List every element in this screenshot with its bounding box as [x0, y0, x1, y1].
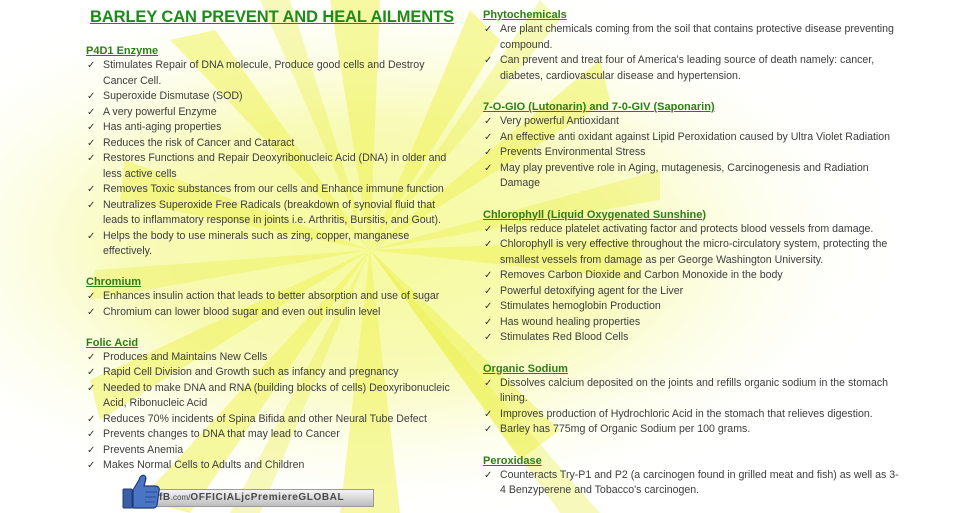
section-heading: P4D1 Enzyme [86, 45, 159, 57]
list-item [86, 381, 458, 412]
section-peroxidase [483, 454, 903, 499]
left-sections [86, 44, 458, 474]
list-item [86, 89, 458, 105]
benefit-list [483, 468, 903, 499]
list-item [86, 58, 458, 89]
list-item-text: Neutralizes Superoxide Free Radicals (breakdown of synovial fluid that leads to inflammatory response in joints i.e. Arthritis, Bursitis, and Gout). [103, 198, 441, 226]
list-item-text: Reduces 70% incidents of Spina Bifida and other Neural Tube Defect [103, 412, 427, 425]
section-chromium [86, 275, 458, 320]
section-heading: Chromium [86, 276, 141, 288]
list-item [86, 136, 458, 152]
list-item-text: Has anti-aging properties [103, 121, 222, 133]
check-icon: ✓ [87, 382, 96, 394]
check-icon: ✓ [484, 131, 493, 143]
check-icon: ✓ [484, 24, 493, 35]
list-item-text: Needed to make DNA and RNA (building blocks of cells) Deoxyribonucleic Acid, Ribonucleic Acid [103, 381, 450, 409]
list-item [483, 161, 903, 192]
check-icon: ✓ [484, 239, 493, 250]
list-item-text: An effective anti oxidant against Lipid Peroxidation caused by Ultra Violet Radiation [500, 130, 891, 143]
right-column [483, 8, 903, 499]
check-icon: ✓ [484, 332, 493, 343]
list-item-text: Powerful detoxifying agent for the Liver [500, 284, 684, 297]
section-heading: Folic Acid [86, 336, 139, 349]
list-item [86, 427, 458, 443]
list-item [483, 268, 903, 284]
benefit-list [483, 222, 903, 346]
section-spacer [483, 346, 903, 362]
list-item-text: Prevents Environmental Stress [500, 146, 646, 158]
section-spacer [483, 84, 903, 100]
list-item [86, 105, 458, 121]
list-item [483, 315, 903, 331]
check-icon: ✓ [484, 424, 493, 435]
check-icon: ✓ [87, 230, 96, 242]
list-item [483, 222, 903, 238]
check-icon: ✓ [87, 351, 96, 363]
list-item [483, 407, 903, 423]
check-icon: ✓ [484, 377, 493, 389]
check-icon: ✓ [484, 316, 493, 328]
section-heading: Chlorophyll (Liquid Oxygenated Sunshine) [483, 208, 707, 221]
section-p4d1-enzyme [86, 44, 458, 260]
check-icon: ✓ [484, 301, 493, 312]
check-icon: ✓ [87, 122, 96, 133]
check-icon: ✓ [87, 137, 96, 149]
list-item [86, 412, 458, 428]
section-spacer [86, 320, 458, 336]
check-icon: ✓ [87, 413, 96, 425]
list-item [86, 305, 458, 321]
section-spacer [483, 438, 903, 454]
check-icon: ✓ [87, 429, 96, 440]
section-folic-acid [86, 336, 458, 474]
check-icon: ✓ [87, 106, 96, 118]
list-item [483, 130, 903, 146]
list-item-text: Stimulates Red Blood Cells [500, 331, 629, 343]
list-item-text: Very powerful Antioxidant [500, 115, 619, 127]
list-item-text: Counteracts Try-P1 and P2 (a carcinogen found in grilled meat and fish) as well as 3-4 Benzyperene and Tobacco's carcinogen. [500, 468, 899, 496]
check-icon: ✓ [484, 270, 493, 281]
list-item-text: Rapid Cell Division and Growth such as infancy and pregnancy [103, 366, 399, 378]
check-icon: ✓ [87, 460, 96, 471]
check-icon: ✓ [87, 184, 96, 195]
list-item-text: Stimulates Repair of DNA molecule, Produce good cells and Destroy Cancer Cell. [103, 59, 425, 87]
check-icon: ✓ [87, 367, 96, 378]
benefit-list [86, 350, 458, 474]
check-icon: ✓ [484, 162, 493, 174]
check-icon: ✓ [87, 306, 96, 318]
list-item [483, 330, 903, 346]
list-item [483, 299, 903, 315]
check-icon: ✓ [484, 147, 493, 158]
list-item [86, 120, 458, 136]
list-item-text: Restores Functions and Repair Deoxyribonucleic Acid (DNA) in older and less active cells [103, 152, 447, 180]
list-item [86, 365, 458, 381]
benefit-list [483, 376, 903, 438]
check-icon: ✓ [87, 60, 96, 71]
thumbs-up-icon[interactable] [121, 472, 163, 510]
list-item [86, 229, 458, 260]
list-item-text: Stimulates hemoglobin Production [500, 300, 661, 312]
section-phytochemicals [483, 8, 903, 84]
list-item [86, 182, 458, 198]
check-icon: ✓ [87, 291, 96, 302]
list-item-text: May play preventive role in Aging, mutagenesis, Carcinogenesis and Radiation Damage [500, 161, 869, 189]
list-item [483, 284, 903, 300]
section-spacer [483, 192, 903, 208]
benefit-list [86, 289, 458, 320]
left-column [86, 8, 458, 474]
section-heading: Phytochemicals [483, 9, 567, 21]
list-item-text: A very powerful Enzyme [103, 105, 217, 118]
check-icon: ✓ [484, 469, 493, 481]
check-icon: ✓ [484, 285, 493, 297]
list-item-text: Improves production of Hydrochloric Acid in the stomach that relieves digestion. [500, 407, 873, 420]
list-item-text: Can prevent and treat four of America's leading source of death namely: cancer, diabetes, cardiovascular disease and hypertension. [500, 54, 875, 82]
list-item-text: Reduces the risk of Cancer and Cataract [103, 136, 295, 149]
list-item-text: Enhances insulin action that leads to better absorption and use of sugar [103, 290, 440, 302]
list-item-text: Dissolves calcium deposited on the joints and refills organic sodium in the stomach lining. [500, 376, 889, 404]
list-item [483, 422, 903, 438]
page-title: BARLEY CAN PREVENT AND HEAL AILMENTS [90, 8, 455, 26]
list-item-text: Produces and Maintains New Cells [103, 350, 268, 363]
list-item-text: Helps reduce platelet activating factor and protects blood vessels from damage. [500, 222, 874, 235]
list-item-text: Chromium can lower blood sugar and even out insulin level [103, 305, 381, 318]
list-item [483, 53, 903, 84]
list-item-text: Makes Normal Cells to Adults and Children [103, 459, 305, 471]
benefit-list [483, 22, 903, 84]
check-icon: ✓ [484, 223, 493, 235]
fb-domain: .com/ [170, 493, 191, 502]
list-item [86, 350, 458, 366]
check-icon: ✓ [484, 55, 493, 66]
list-item-text: Helps the body to use minerals such as zing, copper, manganese effectively. [103, 229, 410, 257]
section-heading: Peroxidase [483, 454, 542, 467]
list-item-text: Prevents Anemia [103, 443, 184, 456]
benefit-list [86, 58, 458, 260]
section-7-o-gio-lutonarin-and-7-0-giv-saponarin [483, 100, 903, 192]
benefit-list [483, 114, 903, 192]
list-item-text: Barley has 775mg of Organic Sodium per 100 grams. [500, 423, 751, 435]
list-item-text: Superoxide Dismutase (SOD) [103, 90, 243, 102]
section-chlorophyll-liquid-oxygenated-sunshine [483, 208, 903, 346]
right-sections [483, 8, 903, 499]
check-icon: ✓ [87, 444, 96, 456]
list-item-text: Prevents changes to DNA that may lead to Cancer [103, 428, 340, 440]
list-item [86, 289, 458, 305]
check-icon: ✓ [87, 153, 96, 164]
check-icon: ✓ [87, 199, 96, 211]
list-item [86, 443, 458, 459]
section-spacer [86, 260, 458, 276]
section-heading: Organic Sodium [483, 362, 568, 375]
list-item-text: Has wound healing properties [500, 315, 641, 328]
check-icon: ✓ [484, 116, 493, 127]
list-item-text: Chlorophyll is very effective throughout the micro-circulatory system, protecting the smallest vessels from damage as per George Washington University. [500, 238, 888, 266]
list-item [86, 198, 458, 229]
list-item-text: Are plant chemicals coming from the soil that contains protective disease preventing compound. [500, 23, 894, 51]
section-organic-sodium [483, 362, 903, 438]
list-item-text: Removes Carbon Dioxide and Carbon Monoxide in the body [500, 269, 783, 281]
check-icon: ✓ [484, 408, 493, 420]
fb-prefix: fB [159, 492, 171, 503]
section-heading: 7-O-GIO (Lutonarin) and 7-0-GIV (Saponarin) [483, 101, 715, 113]
list-item [483, 468, 903, 499]
list-item [86, 151, 458, 182]
list-item [483, 237, 903, 268]
fb-page-name: OFFICIALjcPremiereGLOBAL [190, 492, 345, 503]
check-icon: ✓ [87, 91, 96, 102]
list-item [483, 22, 903, 53]
list-item-text: Removes Toxic substances from our cells and Enhance immune function [103, 183, 444, 195]
list-item [483, 114, 903, 130]
list-item [483, 145, 903, 161]
list-item [483, 376, 903, 407]
